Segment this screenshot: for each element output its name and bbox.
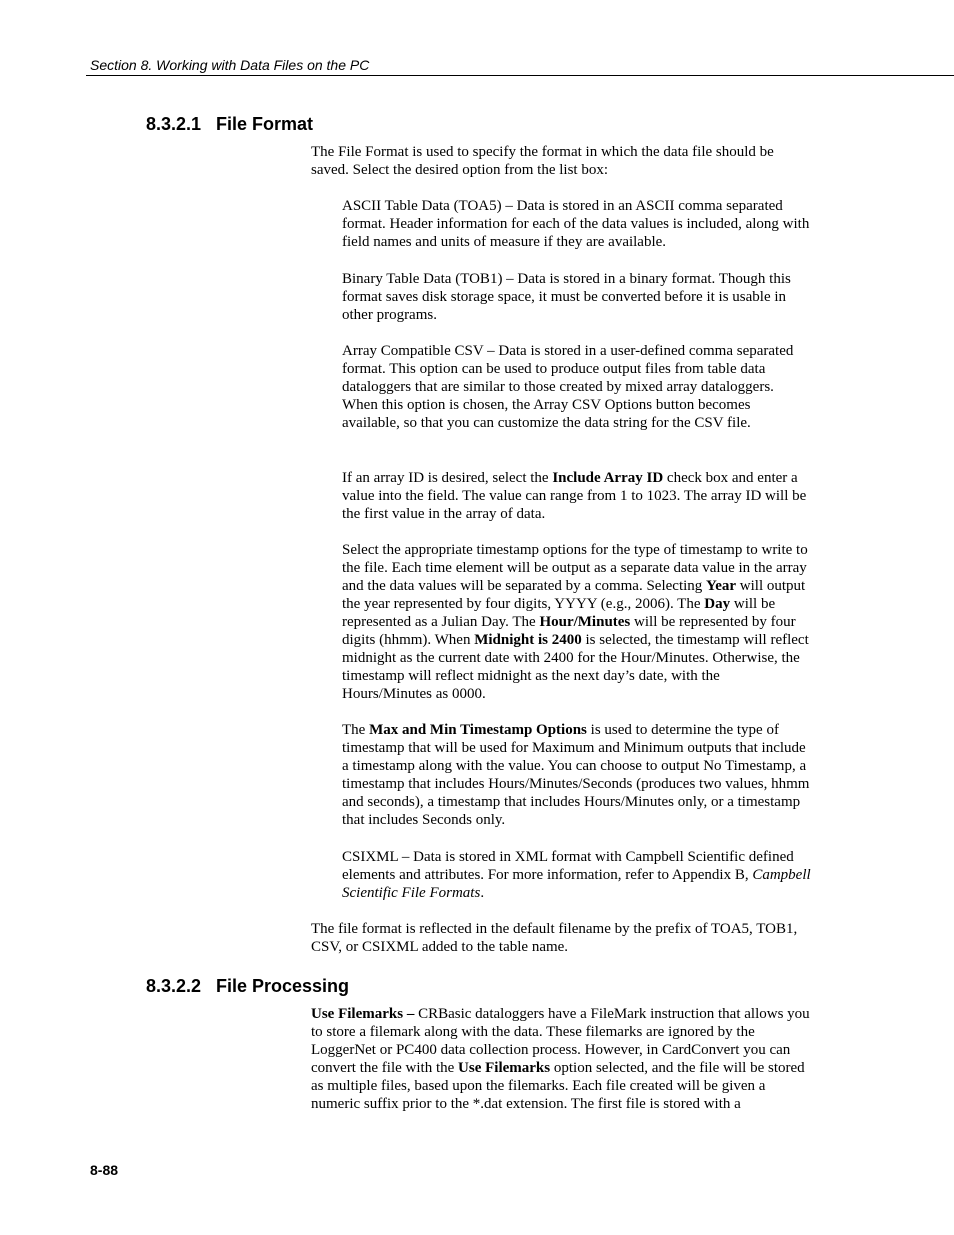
array-csv-paragraph: Array Compatible CSV – Data is stored in a user-defined comma separated format. This option can be used to produce output files from table data dataloggers that are similar to those created by mixed array dataloggers. When this option is chosen, the Array CSV Options button becomes available, so that you can customize the data string for the CSV file.	[342, 343, 794, 431]
page-number: 8-88	[90, 1162, 119, 1178]
midnight-2400-term: Midnight is 2400	[474, 632, 582, 648]
header-rule	[86, 75, 954, 76]
file-format-closing: The file format is reflected in the default filename by the prefix of TOA5, TOB1, CSV, or CSIXML added to the table name.	[311, 921, 798, 955]
heading-title: File Processing	[216, 976, 350, 996]
heading-file-format	[146, 113, 313, 135]
ascii-table-paragraph: ASCII Table Data (TOA5) – Data is stored in an ASCII comma separated format. Header information for each of the data values is included, along with field names and units of measure if they are available.	[342, 198, 810, 250]
csixml-paragraph: CSIXML – Data is stored in XML format with Campbell Scientific defined elements and attributes. For more information, refer to Appendix B, Campbell Scientific File Formats.	[342, 849, 811, 901]
running-header: Section 8. Working with Data Files on the PC	[90, 57, 370, 73]
array-id-paragraph: If an array ID is desired, select the Include Array ID check box and enter a value into the field. The value can range from 1 to 1023. The array ID will be the first value in the array of data.	[342, 470, 807, 522]
timestamp-paragraph: Select the appropriate timestamp options for the type of timestamp to write to the file. Each time element will be output as a separate data value in the array and the data values will be separated by a comma. Selecting Year will output the year represented by four digits, YYYY (e.g., 2006). The Day will be represented as a Julian Day. The Hour/Minutes will be represented by four digits (hhmm). When Midnight is 2400 is selected, the timestamp will reflect midnight as the current date with 2400 for the Hour/Minutes. Otherwise, the timestamp will reflect midnight as the next day’s date, with the Hours/Minutes as 0000.	[342, 542, 809, 702]
heading-number: 8.3.2.2	[146, 976, 202, 996]
file-formats-reference: Campbell Scientific File Formats	[342, 867, 811, 901]
hour-minutes-term: Hour/Minutes	[539, 614, 631, 630]
year-term: Year	[706, 578, 737, 594]
heading-file-processing	[146, 975, 349, 997]
use-filemarks-paragraph: Use Filemarks – CRBasic dataloggers have a FileMark instruction that allows you to store a filemark along with the data. These filemarks are ignored by the LoggerNet or PC400 data collection process. However, in CardConvert you can convert the file with the Use Filemarks option selected, and the file will be stored as multiple files, based upon the filemarks. Each file created will be given a numeric suffix prior to the *.dat extension. The first file is stored with a	[311, 1006, 810, 1112]
use-filemarks-option: Use Filemarks	[458, 1060, 551, 1076]
heading-number: 8.3.2.1	[146, 114, 202, 134]
heading-title: File Format	[216, 114, 314, 134]
max-min-options-term: Max and Min Timestamp Options	[369, 722, 587, 738]
use-filemarks-term: Use Filemarks –	[311, 1006, 415, 1022]
include-array-id-term: Include Array ID	[552, 470, 664, 486]
file-format-intro: The File Format is used to specify the format in which the data file should be saved. Select the desired option from the list box:	[311, 144, 774, 178]
day-term: Day	[704, 596, 731, 612]
binary-table-paragraph: Binary Table Data (TOB1) – Data is stored in a binary format. Though this format saves disk storage space, it must be converted before it is usable in other programs.	[342, 271, 791, 323]
max-min-timestamp-paragraph: The Max and Min Timestamp Options is used to determine the type of timestamp that will be used for Maximum and Minimum outputs that include a timestamp along with the value. You can choose to output No Timestamp, a timestamp that includes Hours/Minutes/Seconds (produces two values, hhmm and seconds), a timestamp that includes Hours/Minutes only, or a timestamp that includes Seconds only.	[342, 722, 810, 828]
